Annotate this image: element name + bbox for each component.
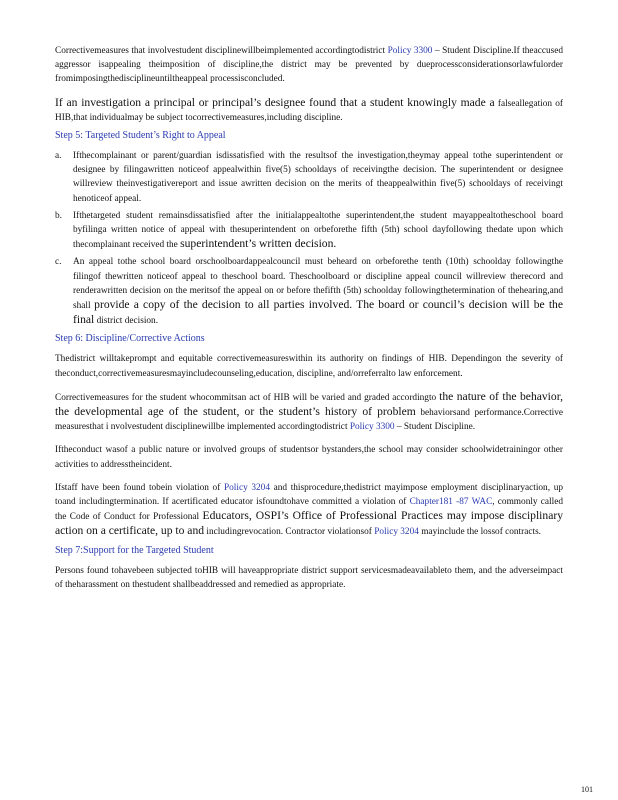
list-item-text: district decision. (94, 316, 159, 327)
list-item-text-large: superintendent’s written decision. (180, 237, 337, 251)
step-7-heading: Step 7:Support for the Targeted Student (55, 544, 214, 556)
paragraph-staff-violation (55, 481, 563, 540)
paragraph-text-large: If an investigation a principal or principal’s designee found that a student knowingly made a (55, 95, 495, 109)
paragraph-corrective-measures (55, 44, 563, 87)
paragraph-support: Persons found tohavebeen subjected toHIB will haveappropriate district support servicesmadeavailableto them, and the adverseimpact of theharassment on thestudent shallbeaddressed and remedied as appropriate. (55, 565, 563, 590)
page-body (55, 44, 563, 592)
paragraph-text: and thisprocedure,thedistrict mayimpose employment disciplinaryaction, up toand includingtermination. If acertificated educator isfoundtohave committed a violation of (55, 482, 563, 508)
paragraph-text-large: Educators, OSPI’s Office of Professional Practices may impose disciplinary action on a certificate, up to and (55, 509, 564, 538)
paragraph-text: – Student Discipline. (394, 422, 476, 433)
list-item (55, 255, 563, 328)
page-number: 101 (581, 785, 593, 794)
list-marker: b. (55, 210, 62, 221)
paragraph-public-conduct: Iftheconduct wasof a public nature or involved groups of studentsor bystanders,the school may consider schoolwidetrainingor other activities to addresstheincident. (55, 445, 563, 470)
paragraph-false-allegation (55, 96, 563, 125)
paragraph-graded-measures (55, 390, 563, 435)
paragraph-text: behaviorsand performance.Corrective measuresthat i nvolvestudent disciplinewillbe implemented accordingtodistrict (55, 408, 564, 433)
paragraph-text: mayinclude the lossof contracts. (418, 527, 542, 538)
paragraph-text: , commonly called the Code of Conduct for Professional (55, 497, 563, 523)
paragraph-text: includingrevocation. Contractor violationsof (204, 527, 375, 538)
list-item-text: An appeal tothe school board orschoolboardappealcouncil must beheard on orbeforethe tenth (10th) schoolday followingthe filingof thewritten noticeof appeal to theschool board. Theschoolboard or discipline appeal council willreview therecord and renderawritten decision on the meritsof the appeal on or before thefifth (5th) schoolday followingthetermination of thehearing,and shall (73, 257, 563, 312)
list-item (55, 209, 563, 253)
step-5-heading: Step 5: Targeted Student’s Right to Appeal (55, 130, 226, 142)
paragraph-text: Correctivemeasures for the student whocommitsan act of HIB will be varied and graded accordingto (55, 392, 440, 403)
policy-3300-link[interactable]: Policy 3300 (387, 46, 433, 56)
list-item-text: Ifthetargeted student remainsdissatisfied after the initialappealtothe superintendent,the student mayappealtotheschool board byfilinga written notice of appeal with thesuperintendent on orbeforethe fifth (5th) school dayfollowing thedate upon which thecomplainant received the (73, 210, 563, 251)
list-marker: a. (55, 151, 62, 162)
list-marker: c. (55, 257, 62, 268)
step-6-heading: Step 6: Discipline/Corrective Actions (55, 333, 205, 345)
paragraph-text: Correctivemeasures that involvestudent disciplinewillbeimplemented accordingtodistrict (55, 46, 388, 56)
paragraph-text: – Student Discipline.If theaccused aggressor isappealing theimposition of discipline,the district may be prevented by dueprocessconsiderationsorlawfulorder fromimposingthedisciplineuntiltheappeal processisconcluded. (55, 46, 563, 85)
policy-3300-link[interactable]: Policy 3300 (349, 422, 395, 433)
paragraph-text-large: the nature of the behavior, the developmental age of the student, or the student’s history of problem (55, 389, 563, 419)
paragraph-text: Ifstaff have been found tobein violation of (55, 482, 224, 493)
list-item (55, 149, 563, 206)
list-item-text-large: provide a copy of the decision to all parties involved. The board or council’s decision will be the final (73, 298, 563, 327)
paragraph-text: falseallegation of HIB,that individualmay be subject tocorrectivemeasures,including discipline. (55, 98, 563, 123)
list-item-text: Ifthecomplainant or parent/guardian isdissatisfied with the resultsof the investigation,theymay appeal tothe superintendent or designee by filingawritten noticeof appealwithin five(5) schooldays of receivingthe decision. The superintendent or designee willreview theinvestigativereport and issue awritten decision on the merits of theappealwithin five(5) schooldays of receivingt henoticeof appeal. (73, 151, 563, 204)
policy-3204-link[interactable]: Policy 3204 (223, 482, 270, 493)
chapter-181-87-wac-link[interactable]: Chapter181 -87 WAC (409, 497, 493, 508)
paragraph-district-action: Thedistrict willtakeprompt and equitable correctivemeasureswithin its authority on findings of HIB. Dependingon the severity of theconduct,correctivemeasuresmayincludecounseling,education, discipline, and/orreferralto law enforcement. (55, 354, 563, 379)
policy-3204-link[interactable]: Policy 3204 (374, 527, 419, 538)
step-5-list (55, 149, 563, 328)
